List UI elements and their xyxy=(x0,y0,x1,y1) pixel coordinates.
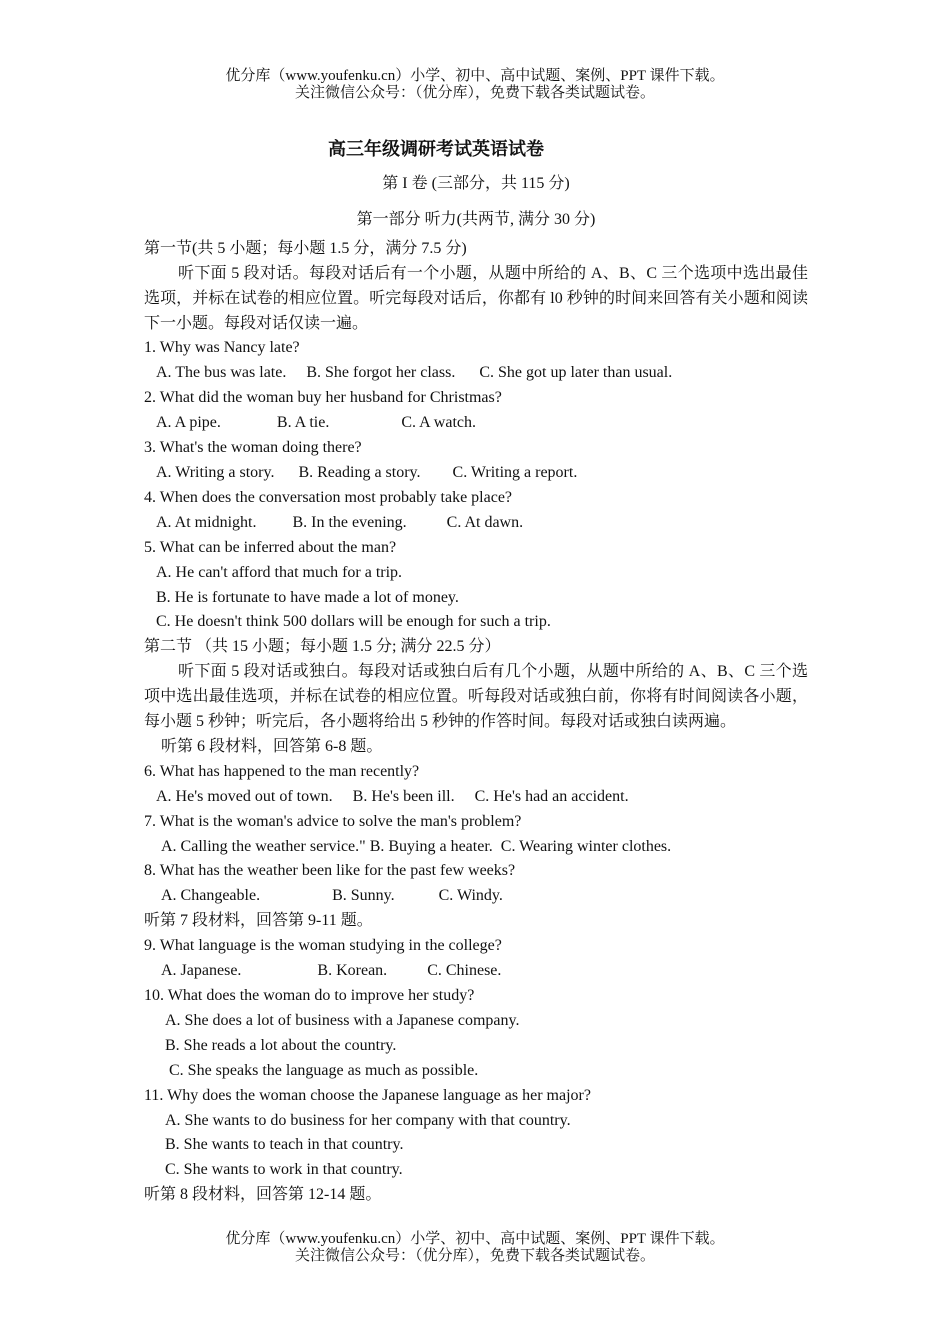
q4-stem: 4. When does the conversation most probably take place? xyxy=(144,488,513,506)
section1-heading: 第一节(共 5 小题；每小题 1.5 分，满分 7.5 分) xyxy=(144,239,467,257)
section2-instruction: 听下面 5 段对话或独白。每段对话或独白后有几个小题，从题中所给的 A、B、C 三个选项中选出最佳选项，并标在试卷的相应位置。听每段对话或独白前，你将有时间阅读各小题，每小题 5 秒钟；听完后，各小题将给出 5 秒钟的作答时间。每段对话或独白读两遍。 xyxy=(144,663,808,731)
q1-options xyxy=(144,361,808,386)
q4-option-a: A. At midnight. xyxy=(156,513,257,531)
q8-option-b: B. Sunny. xyxy=(332,887,395,905)
q3-option-a: A. Writing a story. xyxy=(156,463,275,481)
q8-options xyxy=(144,884,808,909)
q3-options xyxy=(144,461,808,486)
q11-option-a: A. She wants to do business for her company with that country. xyxy=(165,1111,571,1129)
q4-option-b: B. In the evening. xyxy=(292,513,407,531)
footer-line-1: 优分库（www.youfenku.cn）小学、初中、高中试题、案例、PPT 课件下载。 xyxy=(225,1231,725,1247)
q2-option-a: A. A pipe. xyxy=(156,414,221,432)
q10-stem: 10. What does the woman do to improve her study? xyxy=(144,987,475,1004)
page-footer xyxy=(0,1231,950,1265)
q10-option-b: B. She reads a lot about the country. xyxy=(165,1036,397,1054)
q11-option-c: C. She wants to work in that country. xyxy=(165,1161,403,1179)
page-header xyxy=(0,68,950,102)
q1-option-c: C. She got up later than usual. xyxy=(479,364,673,382)
part1-heading: 第一部分 听力(共两节, 满分 30 分) xyxy=(356,210,596,228)
q10-option-c: C. She speaks the language as much as possible. xyxy=(169,1061,479,1079)
q10-option-a: A. She does a lot of business with a Japanese company. xyxy=(165,1011,520,1029)
q4-option-c: C. At dawn. xyxy=(446,513,524,531)
q9-options xyxy=(144,959,808,984)
header-line-1: 优分库（www.youfenku.cn）小学、初中、高中试题、案例、PPT 课件下载。 xyxy=(225,68,725,84)
q2-option-c: C. A watch. xyxy=(401,414,477,432)
q2-option-b: B. A tie. xyxy=(276,414,330,432)
section2-heading: 第二节 （共 15 小题；每小题 1.5 分; 满分 22.5 分） xyxy=(144,638,501,656)
q5-option-a: A. He can't afford that much for a trip. xyxy=(156,563,403,581)
q9-option-a: A. Japanese. xyxy=(161,962,242,980)
q6-option-b: B. He's been ill. xyxy=(352,787,455,805)
q7-options xyxy=(144,835,808,860)
q3-option-b: B. Reading a story. xyxy=(298,463,421,481)
q1-stem: 1. Why was Nancy late? xyxy=(144,339,300,357)
q2-options xyxy=(144,411,808,436)
q5-stem: 5. What can be inferred about the man? xyxy=(144,538,397,556)
material6-lead: 听第 6 段材料，回答第 6-8 题。 xyxy=(161,737,383,755)
q2-stem: 2. What did the woman buy her husband for Christmas? xyxy=(144,389,502,407)
q6-stem: 6. What has happened to the man recently? xyxy=(144,762,420,780)
q7-option-c: C. Wearing winter clothes. xyxy=(500,837,672,855)
q6-options xyxy=(144,785,808,810)
q8-option-c: C. Windy. xyxy=(438,887,503,905)
q3-option-c: C. Writing a report. xyxy=(452,463,578,481)
footer-line-2: 关注微信公众号：（优分库），免费下载各类试题试卷。 xyxy=(294,1248,655,1264)
material7-lead: 听第 7 段材料，回答第 9-11 题。 xyxy=(144,912,373,930)
q7-option-a: A. Calling the weather service." xyxy=(161,837,366,855)
q4-options xyxy=(144,511,808,536)
q6-option-c: C. He's had an accident. xyxy=(474,787,629,805)
q7-stem: 7. What is the woman's advice to solve the man's problem? xyxy=(144,812,522,830)
q8-option-a: A. Changeable. xyxy=(161,887,261,905)
q9-option-c: C. Chinese. xyxy=(427,962,502,980)
header-line-2: 关注微信公众号：（优分库），免费下载各类试题试卷。 xyxy=(294,85,655,101)
q8-stem: 8. What has the weather been like for the past few weeks? xyxy=(144,862,516,880)
page-title: 高三年级调研考试英语试卷 xyxy=(328,139,544,159)
q6-option-a: A. He's moved out of town. xyxy=(156,787,333,805)
q1-option-b: B. She forgot her class. xyxy=(306,364,456,382)
section1-instruction: 听下面 5 段对话。每段对话后有一个小题，从题中所给的 A、B、C 三个选项中选出最佳选项，并标在试卷的相应位置。听完每段对话后，你都有 l0 秒钟的时间来回答有关小题和阅读下一小题。每段对话仅读一遍。 xyxy=(144,264,808,332)
q5-option-c: C. He doesn't think 500 dollars will be enough for such a trip. xyxy=(156,613,551,631)
exam-body xyxy=(144,136,808,1208)
q9-stem: 9. What language is the woman studying in the college? xyxy=(144,937,502,955)
q11-stem: 11. Why does the woman choose the Japanese language as her major? xyxy=(144,1086,591,1104)
q7-option-b: B. Buying a heater. xyxy=(369,837,493,855)
material8-lead: 听第 8 段材料，回答第 12-14 题。 xyxy=(144,1186,382,1204)
q11-option-b: B. She wants to teach in that country. xyxy=(165,1136,404,1154)
q5-option-b: B. He is fortunate to have made a lot of money. xyxy=(156,588,459,606)
q1-option-a: A. The bus was late. xyxy=(156,364,287,382)
q9-option-b: B. Korean. xyxy=(317,962,388,980)
volume-heading: 第 I 卷 (三部分，共 115 分) xyxy=(382,175,570,192)
q3-stem: 3. What's the woman doing there? xyxy=(144,439,362,457)
